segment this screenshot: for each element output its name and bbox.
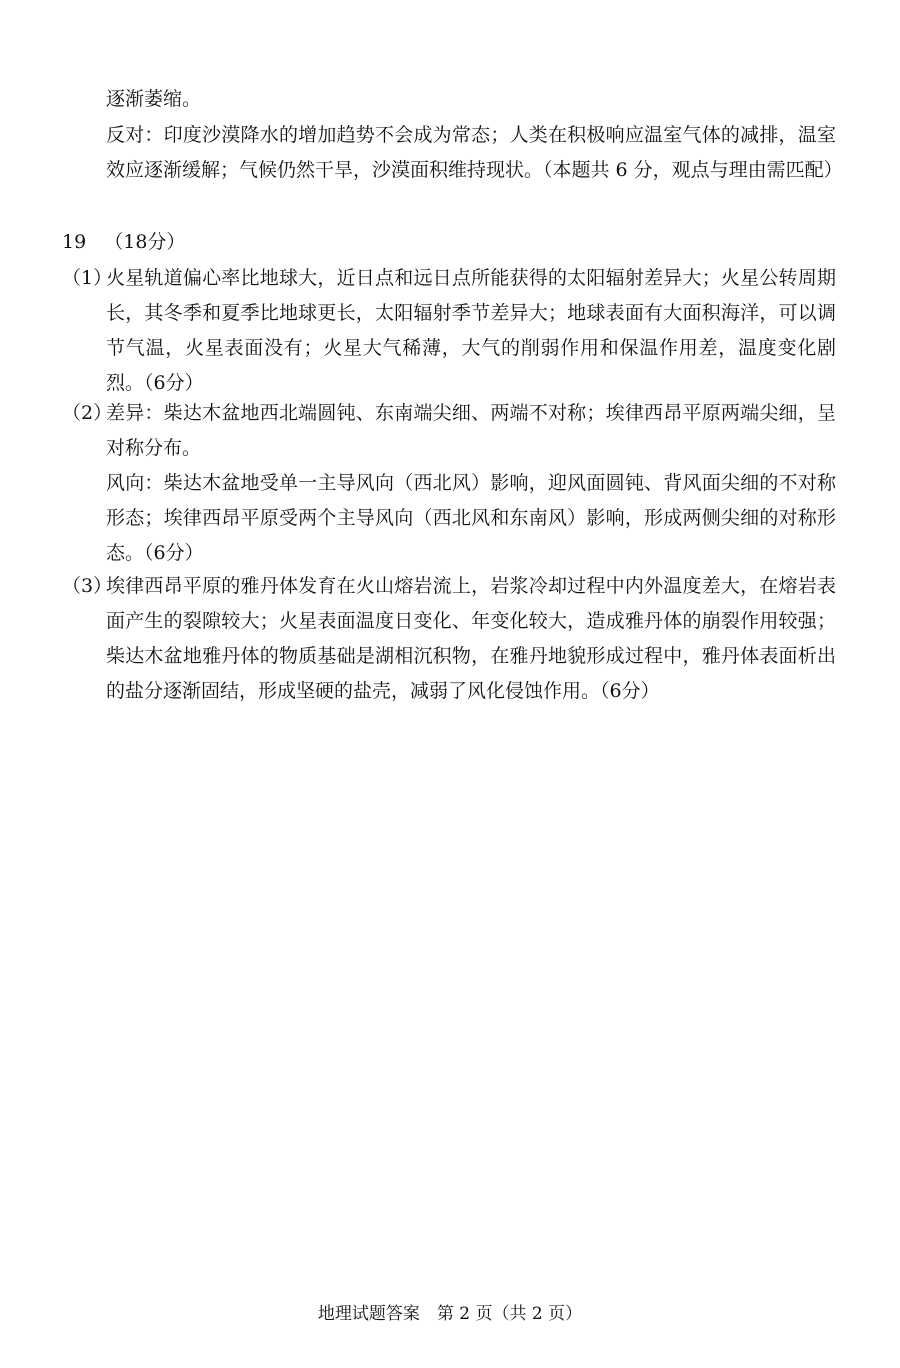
page-footer: 地理试题答案 第 2 页（共 2 页） xyxy=(317,1304,583,1324)
part-3-answer: 埃律西昂平原的雅丹体发育在火山熔岩流上，岩浆冷却过程中内外温度差大，在熔岩表面产生的裂隙较大；火星表面温度日变化、年变化较大，造成雅丹体的崩裂作用较强；柴达木盆地雅丹体的物质基础是湖相沉积物，在雅丹地貌形成过程中，雅丹体表面析出的盐分逐渐固结，形成坚硬的盐壳，减弱了风化侵蚀作用。（6分） xyxy=(106,575,836,702)
part-2-label: （2） xyxy=(62,402,113,424)
part-2-wind-direction: 风向：柴达木盆地受单一主导风向（西北风）影响，迎风面圆钝、背风面尖细的不对称形态；埃律西昂平原受两个主导风向（西北风和东南风）影响，形成两侧尖细的对称形态。（6分） xyxy=(106,472,836,564)
part-2-difference: 差异：柴达木盆地西北端圆钝、东南端尖细、两端不对称；埃律西昂平原两端尖细，呈对称分布。 xyxy=(106,402,836,459)
question-19-header xyxy=(62,225,185,260)
part-1-label: （1） xyxy=(62,267,113,289)
part-3-label: （3） xyxy=(62,575,113,597)
question-number: 19 xyxy=(62,231,87,253)
continuation-paragraph: 逐渐萎缩。 xyxy=(106,88,202,110)
oppose-paragraph: 反对：印度沙漠降水的增加趋势不会成为常态；人类在积极响应温室气体的减排，温室效应逐渐缓解；气候仍然干旱，沙漠面积维持现状。（本题共 6 分，观点与理由需匹配） xyxy=(106,124,843,181)
part-1-answer: 火星轨道偏心率比地球大，近日点和远日点所能获得的太阳辐射差异大；火星公转周期长，其冬季和夏季比地球更长，太阳辐射季节差异大；地球表面有大面积海洋，可以调节气温，火星表面没有；火星大气稀薄，大气的削弱作用和保温作用差，温度变化剧烈。（6分） xyxy=(106,267,836,394)
question-points: （18分） xyxy=(104,231,186,253)
